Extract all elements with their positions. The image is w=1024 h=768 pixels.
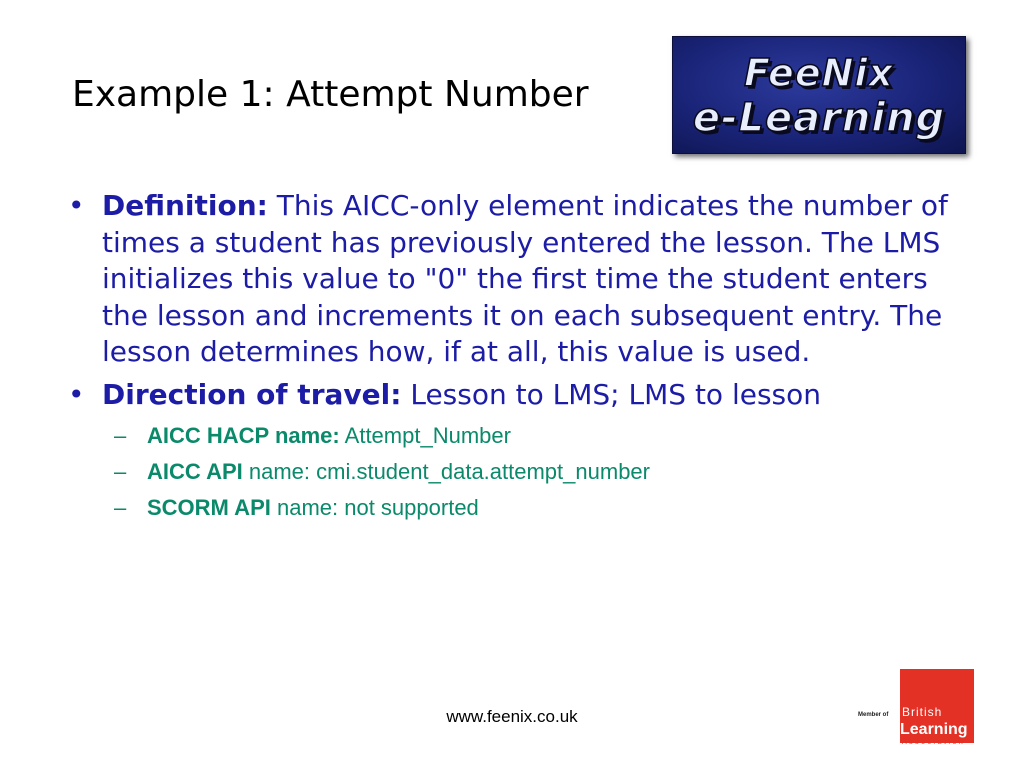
bullet-label: Definition:: [102, 189, 268, 222]
sub-bullet-aicc-hacp-name: [102, 418, 974, 454]
badge-british: British: [902, 705, 943, 719]
bullet-definition: [64, 188, 974, 371]
bullet-text: This AICC-only element indicates the number of times a student has previously entered the lesson. The LMS initializes this value to "0" the first time the student enters the lesson and increments it on each subsequent entry. The lesson determines how, if at all, this value is used.: [102, 189, 948, 368]
logo-line-feenix: FeeNix: [744, 51, 894, 95]
sub-bullet-text: name: cmi.student_data.attempt_number: [248, 459, 650, 484]
badge-member-of: Member of: [858, 712, 889, 718]
sub-bullet-label: SCORM API: [147, 495, 271, 520]
slide-title: Example 1: Attempt Number: [72, 74, 589, 115]
badge-learning: Learning: [900, 721, 968, 738]
sub-bullet-scorm-api: [102, 490, 974, 526]
sub-bullet-label: AICC HACP name:: [147, 423, 340, 448]
sub-bullet-aicc-api: [102, 454, 974, 490]
bullet-list: [64, 188, 974, 532]
sub-bullet-text: Attempt_Number: [344, 423, 511, 448]
bullet-label: Direction of travel:: [102, 377, 402, 411]
sub-bullet-text: name: not supported: [276, 495, 479, 520]
bullet-direction-of-travel: [64, 377, 974, 527]
bullet-text: Lesson to LMS; LMS to lesson: [410, 377, 822, 411]
footer-url: www.feenix.co.uk: [446, 707, 578, 726]
logo-line-elearning: e-Learning: [692, 95, 946, 141]
feenix-logo: [672, 36, 966, 154]
british-learning-association-badge: [858, 669, 974, 749]
sub-bullet-label: AICC API: [147, 459, 243, 484]
sub-bullet-list: [102, 418, 974, 526]
badge-association: Association: [902, 739, 966, 746]
